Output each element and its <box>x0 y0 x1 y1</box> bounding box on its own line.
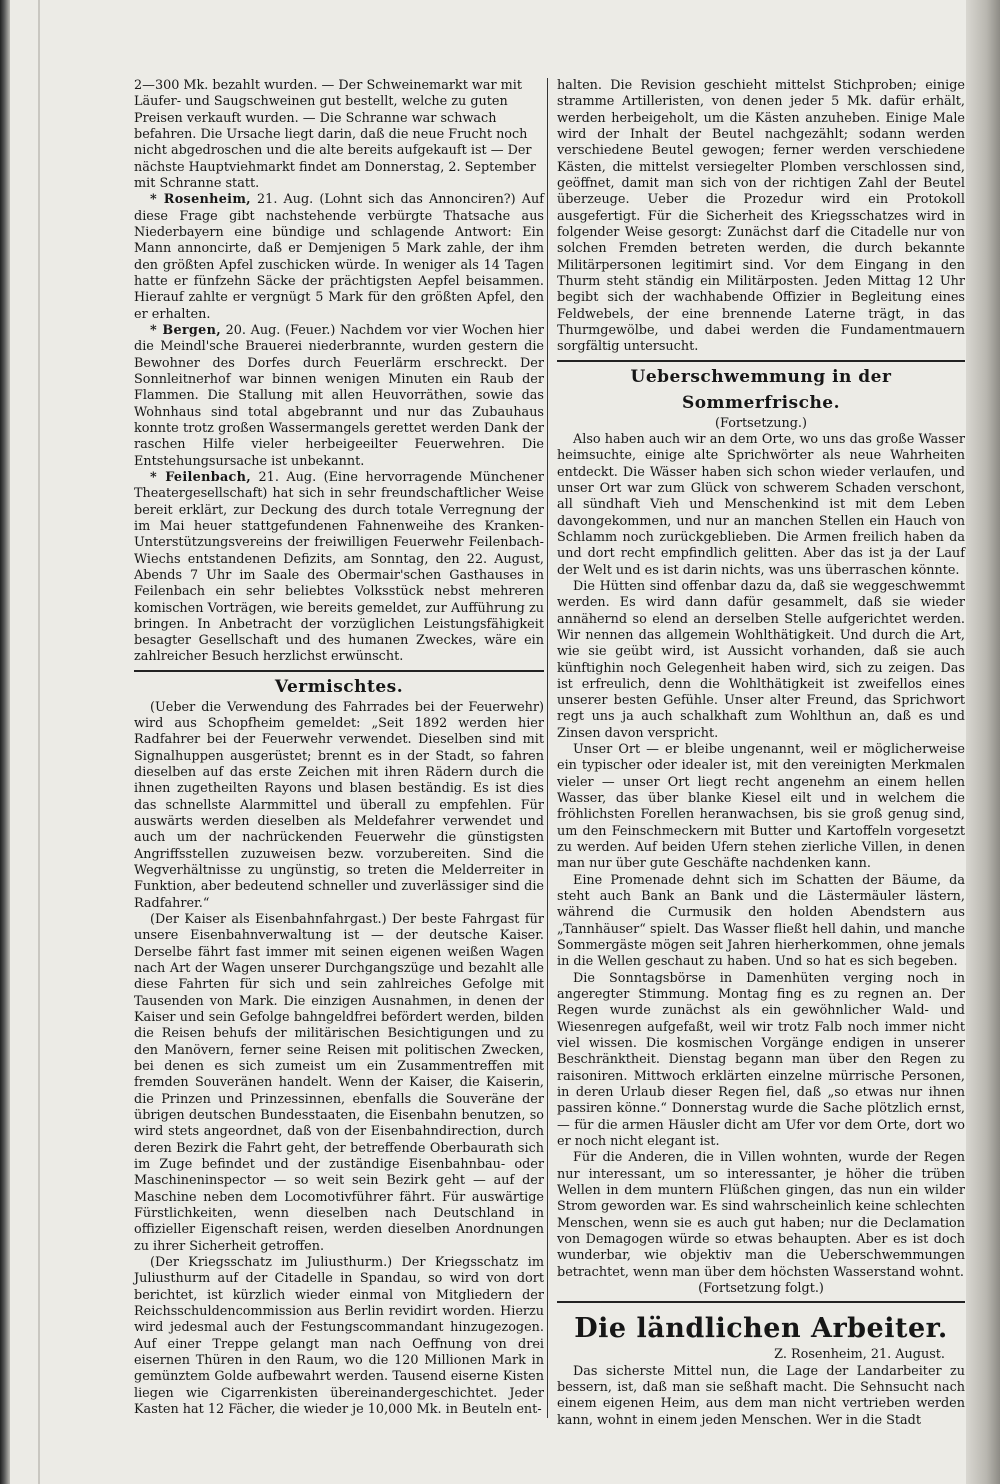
fortsetzung-folgt-label: (Fortsetzung folgt.) <box>698 1280 824 1296</box>
serial-paragraph: Unser Ort — er bleibe ungenannt, weil er möglicherweise ein typischer oder idealer ist, mit den vereinigten Merkmalen vieler — unser Ort liegt recht angenehm an einem hellen Wasser, das über blanke Kiesel eilt und in welchem die fröhlichsten Forellen heranwachsen, bis sie groß genug sind, um den Feinschmeckern mit Butter und Kartoffeln vorgesetzt zu werden. Auf beiden Ufern stehen zierliche Villen, in denen man nur über gute Geschäfte nachdenken kann. <box>557 742 965 872</box>
dateline-feilenbach: * Feilenbach, <box>150 469 251 485</box>
serial-paragraph: Für die Anderen, die in Villen wohnten, wurde der Regen nur interessant, um so interessanter, je höher die trüben Wellen in dem muntern Flüßchen gingen, das nun ein wilder Strom geworden war. Es sind wahrscheinlich keine schlechten Menschen, wenn sie es auch gut haben; nur die Declamation von Demagogen würde so etwas behaupten. Aber es ist doch wunderbar, wie objektiv man die Ueberschwemmungen betrachtet, wenn man über dem höchsten Wasserstand wohnt. <box>557 1150 965 1280</box>
section-heading-vermischtes: Vermischtes. <box>274 676 404 697</box>
column-divider <box>547 78 548 1418</box>
article-feilenbach <box>134 470 544 666</box>
article-kaiser-eisenbahn: (Der Kaiser als Eisenbahnfahrgast.) Der beste Fahrgast für unsere Eisenbahnverwaltung ist — der deutsche Kaiser. Derselbe fährt fast immer mit seinen eigenen weißen Wagen nach Art der Wagen unserer Durchgangszüge und bezahlt alle diese Fahrten für sich und sein zahlreiches Gefolge mit Tausenden von Mark. Die einzigen Ausnahmen, in denen der Kaiser und sein Gefolge bahngeldfrei befördert werden, bilden die Reisen behufs der militärischen Besichtigungen und zu den Manövern, ferner seine Reisen mit politischen Zwecken, bei denen es sich zumeist um ein Zusammentreffen mit fremden Souveränen handelt. Wenn der Kaiser, die Kaiserin, die Prinzen und Prinzessinnen, ebenfalls die Souveräne der übrigen deutschen Bundesstaaten, die Eisenbahn benutzen, so wird stets angeordnet, daß von der Eisenbahndirection, durch deren Bezirk die Fahrt geht, der betreffende Oberbaurath sich im Zuge befindet und der zuständige Eisenbahnbau- oder Maschineninspector — so weit sein Bezirk geht — auf der Maschine neben dem Locomotivführer fährt. Für auswärtige Fürstlichkeiten, wenn dieselben nach Deutschland in offizieller Eigenschaft reisen, werden dieselben Anordnungen zu ihrer Sicherheit getroffen. <box>134 912 544 1254</box>
section-rule <box>557 1301 965 1303</box>
page-margin-line <box>38 0 40 1484</box>
article-fahrrad-feuerwehr: (Ueber die Verwendung des Fahrrades bei der Feuerwehr) wird aus Schopfheim gemeldet: „Seit 1892 werden hier Radfahrer bei der Feuerwehr verwendet. Dieselben sind mit Signalhuppen ausgerüstet; brennt es in der Stadt, so fahren dieselben auf das erste Zeichen mit ihren Rädern durch die ihnen zugetheilten Rayons und blasen beständig. Es ist dies das schnellste Alarmmittel und überall zu empfehlen. Für auswärts werden dieselben als Meldefahrer verwendet und auch um der nachrückenden Feuerwehr die günstigsten Angriffsstellen zuzuweisen bezw. vorzubereiten. Sind die Wegverhältnisse zu ungünstig, so treten die Melderreiter in Funktion, aber bedeutend schneller und zuverlässiger sind die Radfahrer.“ <box>134 699 544 911</box>
left-column <box>134 78 544 1418</box>
article-kriegsschatz: (Der Kriegsschatz im Juliusthurm.) Der Kriegsschatz im Juliusthurm auf der Citadelle in Spandau, so wird von dort berichtet, ist kürzlich wieder einmal von Mitgliedern der Reichsschuldencommission aus Berlin revidirt worden. Hierzu wird jedesmal auch der Festungscommandant hinzugezogen. Auf einer Treppe gelangt man nach Oeffnung von drei eisernen Thüren in den Raum, wo die 120 Millionen Mark in gemünztem Golde aufbewahrt werden. Tausend eiserne Kisten liegen wie Cigarrenkisten übereinandergeschichtet. Jeder Kasten hat 12 Fächer, die wieder je 10,000 Mk. in Beuteln ent- <box>134 1254 544 1417</box>
article-bergen-text: 20. Aug. (Feuer.) Nachdem vor vier Wochen hier die Meindl'sche Brauerei niederbrannte, wurden gestern die Bewohner des Dorfes durch Feuerlärm erschreckt. Der Sonnleitnerhof war binnen wenigen Minuten ein Raub der Flammen. Die Stallung mit allen Heuvorräthen, sowie das Wohnhaus sind total abgebrannt und nur das Zubauhaus konnte trotz großen Wassermangels gerettet werden Dank der raschen Hilfe vieler herbeigeeilter Feuerwehren. Die Entstehungsursache ist unbekannt. <box>134 322 544 469</box>
dateline-rosenheim-august: Z. Rosenheim, 21. August. <box>774 1347 945 1363</box>
section-heading-laendliche-arbeiter: Die ländlichen Arbeiter. <box>574 1313 948 1345</box>
section-heading-ueberschwemmung: Ueberschwemmung in der Sommerfrische. <box>630 366 892 413</box>
dateline-rosenheim: * Rosenheim, <box>150 192 251 208</box>
serial-paragraph: Also haben auch wir an dem Orte, wo uns das große Wasser heimsuchte, einige alte Sprichwörter als neue Wahrheiten entdeckt. Die Wässer haben sich schon wieder verlaufen, und unser Ort war zum Glück von schwerem Schaden verschont, all sündhaft Vieh und Menschenkind ist mit dem Leben davongekommen, und nur an manchen Stellen ein Hauch von Schlamm noch zurückgeblieben. Die Armen freilich haben da und dort recht empfindlich gelitten. Aber das ist ja der Lauf der Welt und es ist darin nichts, was uns überraschen könnte. <box>557 431 965 578</box>
dateline-bergen: * Bergen, <box>150 322 221 338</box>
section-rule <box>134 670 544 672</box>
serial-paragraph: Eine Promenade dehnt sich im Schatten der Bäume, da steht auch Bank an Bank und die Lästermäuler lästern, während die Curmusik den holden Abendstern aus „Tannhäuser“ spielt. Das Wasser fließt hell dahin, und manche Sommergäste mögen seit Jahren hierherkommen, ohne jemals in die Wellen geschaut zu haben. Und so hat es sich begeben. <box>557 872 965 970</box>
article-laendliche-arbeiter: Das sicherste Mittel nun, die Lage der Landarbeiter zu bessern, ist, daß man sie seßhaft macht. Die Sehnsucht nach einem eigenen Heim, aus dem man nicht vertrieben werden kann, wohnt in einem jeden Menschen. Wer in die Stadt <box>557 1363 965 1428</box>
article-feilenbach-text: 21. Aug. (Eine hervorragende Münchener Theatergesellschaft) hat sich in sehr freundschaftlicher Weise bereit erklärt, zur Deckung des durch totale Verregnung der im Mai heuer stattgefundenen Fahnenweihe des Kranken-Unterstützungsvereins der freiwilligen Feuerwehr Feilenbach-Wiechs entstandenen Defizits, am Sonntag, den 22. August, Abends 7 Uhr im Saale des Obermair'schen Gasthauses in Feilenbach ein sehr beliebtes Volksstück nebst mehreren komischen Vorträgen, wie bereits gemeldet, zur Aufführung zu bringen. In Anbetracht der vorzüglichen Leistungsfähigkeit besagter Gesellschaft und des humanen Zweckes, wäre ein zahlreicher Besuch herzlichst erwünscht. <box>134 469 544 665</box>
article-rosenheim <box>134 192 544 323</box>
article-rosenheim-text: 21. Aug. (Lohnt sich das Annonciren?) Auf diese Frage gibt nachstehende verbürgte Thatsache aus Niederbayern eine bündige und schlagende Antwort: Ein Mann annoncirte, daß er Demjenigen 5 Mark zahle, der ihm den größten Apfel zuschicken würde. In weniger als 14 Tagen hatte er fünfzehn Säcke der prächtigsten Aepfel beisammen. Hierauf zahlte er vergnügt 5 Mark für den größten Apfel, den er erhalten. <box>134 192 544 322</box>
right-column <box>557 78 965 1429</box>
serial-paragraph: Die Hütten sind offenbar dazu da, daß sie weggeschwemmt werden. Es wird dann dafür gesammelt, daß sie wieder annähernd so elend an derselben Stelle aufgerichtet werden. Wir nennen das allgemein Wohlthätigkeit. Und durch die Art, wie sie geübt wird, ist Aussicht vorhanden, daß sie auch künftighin noch Gelegenheit haben wird, sich zu zeigen. Das ist erfreulich, denn die Wohlthätigkeit ist zweifellos eines unserer besten Gefühle. Unser alter Freund, das Sprichwort regt uns ja auch schalkhaft zum Wohlthun an, daß es und Zinsen davon verspricht. <box>557 578 965 741</box>
market-report-end: 2—300 Mk. bezahlt wurden. — Der Schweinemarkt war mit Läufer- und Saugschweinen gut bestellt, welche zu guten Preisen verkauft wurden. — Die Schranne war schwach befahren. Die Ursache liegt darin, daß die neue Frucht noch nicht abgedroschen und die alte bereits aufgekauft ist — Der nächste Hauptviehmarkt findet am Donnerstag, 2. September mit Schranne statt. <box>134 78 536 191</box>
serial-paragraph: Die Sonntagsbörse in Damenhüten verging noch in angeregter Stimmung. Montag fing es zu regnen an. Der Regen wurde zunächst als ein gewöhnlicher Wald- und Wiesenregen aufgefaßt, weil wir trotz Falb noch immer nicht viel wissen. Die kosmischen Vorgänge endigen in unserer Beschränktheit. Dienstag begann man über den Regen zu raisoniren. Mittwoch erklärten einzelne mürrische Personen, in deren Urlaub dieser Regen fiel, daß „so etwas nur ihnen passiren könne.“ Donnerstag wurde die Sache plötzlich ernst, — für die armen Häusler dicht am Ufer vor dem Orte, dort wo er noch nicht elegant ist. <box>557 970 965 1150</box>
fortsetzung-label: (Fortsetzung.) <box>715 415 807 431</box>
scan-left-edge <box>0 0 10 1484</box>
scan-right-edge <box>966 0 1000 1484</box>
article-kriegsschatz-continued: halten. Die Revision geschieht mittelst Stichproben; einige stramme Artilleristen, von denen jeder 5 Mk. dafür erhält, werden herbeigeholt, um die Kästen anzuheben. Einige Male wird der Inhalt der Beutel nachgezählt; sodann werden verschiedene Beutel gewogen; ferner werden verschiedene Kästen, die mittelst versiegelter Plomben verschlossen sind, geöffnet, damit man sich von der richtigen Zahl der Beutel überzeuge. Ueber die Prozedur wird ein Protokoll ausgefertigt. Für die Sicherheit des Kriegsschatzes wird in folgender Weise gesorgt: Zunächst darf die Citadelle nur von solchen Fremden betreten werden, die durch bekannte Militärpersonen legitimirt sind. Vor dem Eingang in den Thurm steht ständig ein Militärposten. Jeden Mittag 12 Uhr begibt sich der wachhabende Offizier in Begleitung eines Feldwebels, der eine brennende Laterne trägt, in das Thurmgewölbe, und dabei werden die Fundamentmauern sorgfältig untersucht. <box>557 78 965 355</box>
article-bergen <box>134 323 544 470</box>
section-rule <box>557 360 965 362</box>
